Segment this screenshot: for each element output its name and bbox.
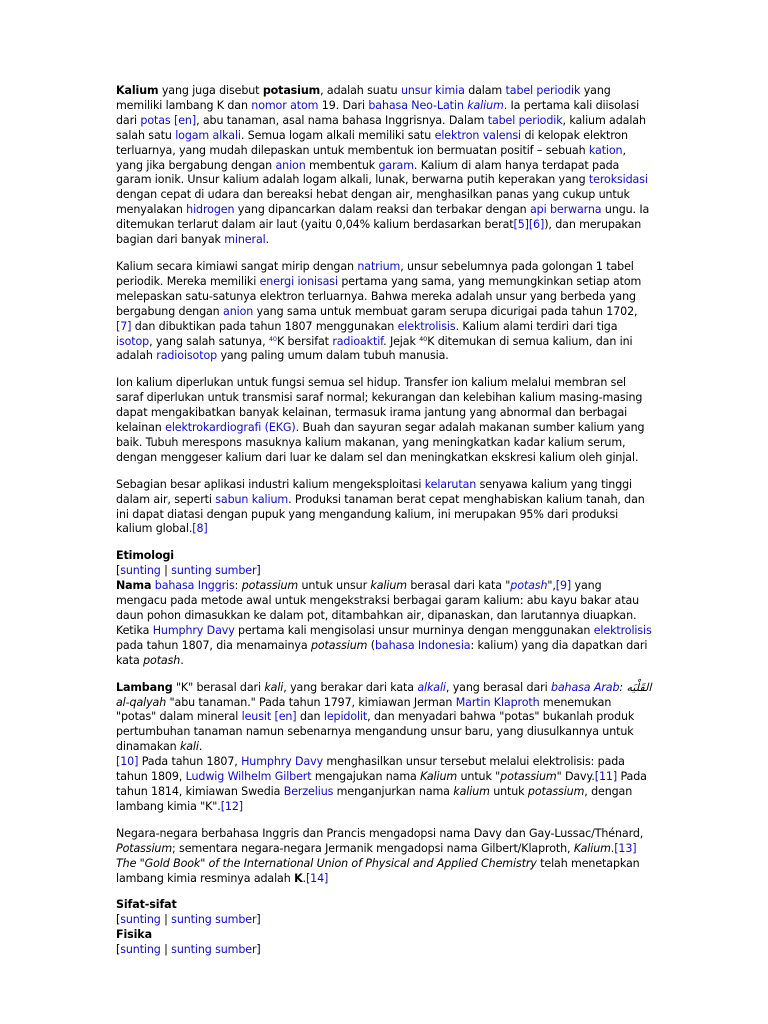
citation-12[interactable]: [12] <box>220 799 243 813</box>
link-bahasa-inggris[interactable]: bahasa Inggris <box>154 579 235 593</box>
link-isotop[interactable]: isotop <box>116 334 150 348</box>
link-humphry-davy-2[interactable]: Humphry Davy <box>241 755 324 769</box>
citation-11[interactable]: [11] <box>594 770 618 784</box>
edit-link[interactable]: sunting <box>120 913 161 927</box>
link-potas[interactable]: potas <box>140 113 171 127</box>
link-natrium[interactable]: natrium <box>357 259 401 273</box>
article-body <box>116 84 652 958</box>
heading-sifat-sifat: Sifat-sifat <box>116 898 177 912</box>
arabic-word: القَلْيَه <box>626 680 652 694</box>
heading-fisika: Fisika <box>116 928 152 942</box>
link-energi-ionisasi[interactable]: energi ionisasi <box>259 274 338 288</box>
paragraph-biology: Ion kalium diperlukan untuk fungsi semua sel hidup. Transfer ion kalium melalui membran sel saraf diperlukan untuk transmisi saraf normal; kekurangan dan kelebihan kalium masing-masing dapat mengakibatkan banyak kelainan, termasuk irama jantung yang abnormal dan berbagai kelainan elektrokardiografi (EKG). Buah dan sayuran segar adalah makanan sumber kalium yang baik. Tubuh merespons masuknya kalium makanan, yang meningkatkan kadar kalium serum, dengan menggeser kalium dari luar ke dalam sel dan meningkatkan ekskresi kalium oleh ginjal. <box>116 376 645 464</box>
link-hidrogen[interactable]: hidrogen <box>186 203 235 217</box>
link-radioisotop[interactable]: radioisotop <box>156 349 218 363</box>
link-alkali[interactable]: alkali <box>417 680 446 694</box>
link-potash[interactable]: potash <box>510 579 548 593</box>
citation-13[interactable]: [13] <box>614 841 637 855</box>
link-martin-klaproth[interactable]: Martin Klaproth <box>455 695 540 709</box>
term-potasium: potasium <box>262 84 321 97</box>
paragraph-etimologi-lambang: Lambang "K" berasal dari kali, yang berakar dari kata alkali, yang berasal dari bahasa Arab: القَلْيَه al-qalyah "abu tanaman." Pada tahun 1797, kimiawan Jerman Martin Klaproth menemukan "potas" dalam mineral leusit [en] dan lepidolit, dan menyadari bahwa "potas" bukanlah produk pertumbuhan tanaman namun sebenarnya mengandung unsur baru, yang diusulkannya untuk dinamakan kali. [10] Pada tahun 1807, Humphry Davy menghasilkan unsur tersebut melalui elektrolisis: pada tahun 1809, Ludwig Wilhelm Gilbert mengajukan nama Kalium untuk "potassium" Davy.[11] Pada tahun 1814, kimiawan Swedia Berzelius menganjurkan nama kalium untuk potassium, dengan lambang kimia "K".[12] <box>116 680 652 813</box>
edit-source-link[interactable]: sunting sumber <box>171 564 257 578</box>
citation-14[interactable]: [14] <box>305 871 329 885</box>
link-garam[interactable]: garam <box>378 158 414 172</box>
link-tabel-periodik[interactable]: tabel periodik <box>505 84 581 97</box>
heading-etimologi: Etimologi <box>116 549 174 563</box>
link-leusit[interactable]: leusit <box>241 710 272 724</box>
citation-5-6[interactable]: [5][6] <box>513 218 545 232</box>
link-elektrokardiografi[interactable]: elektrokardiografi (EKG) <box>165 421 296 435</box>
superscript-40[interactable]: 40 <box>268 334 277 343</box>
edit-links-fisika: [sunting | sunting sumber] <box>116 943 261 957</box>
link-elektrolisis-2[interactable]: elektrolisis <box>593 623 652 637</box>
term-kalium: Kalium <box>116 84 159 97</box>
link-kation[interactable]: kation <box>588 143 623 157</box>
link-bahasa-indonesia[interactable]: bahasa Indonesia <box>374 638 471 652</box>
link-leusit-en[interactable]: [en] <box>274 710 297 724</box>
edit-links-etimologi: [sunting | sunting sumber] <box>116 564 261 578</box>
link-mineral[interactable]: mineral <box>224 233 266 247</box>
paragraph-etimologi-nama: Nama bahasa Inggris: potassium untuk unsur kalium berasal dari kata "potash",[9] yang mengacu pada metode awal untuk mengekstraksi berbagai garam kalium: abu kayu bakar atau daun pohon dimasukkan ke dalam pot, ditambahkan air, dipanaskan, dan larutannya diuapkan. Ketika Humphry Davy pertama kali mengisolasi unsur murninya dengan menggunakan elektrolisis pada tahun 1807, dia menamainya potassium (bahasa Indonesia: kalium) yang dia dapatkan dari kata potash. <box>116 579 652 667</box>
link-anion-2[interactable]: anion <box>223 304 254 318</box>
link-humphry-davy[interactable]: Humphry Davy <box>152 623 235 637</box>
paragraph-industry: Sebagian besar aplikasi industri kalium mengeksploitasi kelarutan senyawa kalium yang tinggi dalam air, seperti sabun kalium. Produksi tanaman berat cepat menghabiskan kalium tanah, dan ini dapat diatasi dengan pupuk yang mengandung kalium, ini merupakan 95% dari produksi kalium global.[8] <box>116 477 645 536</box>
paragraph-etimologi-negara: Negara-negara berbahasa Inggris dan Prancis mengadopsi nama Davy dan Gay-Lussac/Thénard, Potassium; sementara negara-negara Jermanik mengadopsi nama Gilbert/Klaproth, Kalium.[13] The "Gold Book" of the International Union of Physical and Applied Chemistry telah menetapkan lambang kimia resminya adalah K.[14] <box>116 826 644 885</box>
link-bahasa-neo-latin[interactable]: bahasa Neo-Latin <box>368 98 464 112</box>
link-lepidolit[interactable]: lepidolit <box>323 710 368 724</box>
citation-9[interactable]: [9] <box>555 579 572 593</box>
link-unsur-kimia[interactable]: unsur kimia <box>400 84 465 97</box>
edit-source-link[interactable]: sunting sumber <box>171 913 257 927</box>
link-logam-alkali[interactable]: logam alkali <box>175 128 241 142</box>
link-elektrolisis[interactable]: elektrolisis <box>397 319 456 333</box>
link-bahasa-arab[interactable]: bahasa Arab <box>550 680 620 694</box>
link-kelarutan[interactable]: kelarutan <box>424 477 477 491</box>
edit-link[interactable]: sunting <box>120 943 161 957</box>
citation-10[interactable]: [10] <box>116 755 139 769</box>
edit-links-sifat: [sunting | sunting sumber] <box>116 913 261 927</box>
edit-link[interactable]: sunting <box>120 564 161 578</box>
link-nomor-atom[interactable]: nomor atom <box>251 98 319 112</box>
citation-7[interactable]: [7] <box>116 319 132 333</box>
link-anion[interactable]: anion <box>275 158 306 172</box>
link-ludwig-wilhelm-gilbert[interactable]: Ludwig Wilhelm Gilbert <box>185 770 312 784</box>
link-kalium[interactable]: kalium <box>467 98 504 112</box>
edit-source-link[interactable]: sunting sumber <box>171 943 257 957</box>
link-api-berwarna[interactable]: api berwarna <box>529 203 602 217</box>
link-berzelius[interactable]: Berzelius <box>283 784 334 798</box>
link-potas-en[interactable]: [en] <box>174 113 197 127</box>
paragraph-chemistry: Kalium secara kimiawi sangat mirip dengan natrium, unsur sebelumnya pada golongan 1 tabel periodik. Mereka memiliki energi ionisasi pertama yang sama, yang memungkinkan setiap atom melepaskan satu-satunya elektron terluarnya. Bahwa mereka adalah unsur yang berbeda yang bergabung dengan anion yang sama untuk membuat garam serupa dicurigai pada tahun 1702,[7] dan dibuktikan pada tahun 1807 menggunakan elektrolisis. Kalium alami terdiri dari tiga isotop, yang salah satunya, $^{40}$K bersifat radioaktif. Jejak $^{40}$K ditemukan di semua kalium, dan ini adalah radioisotop yang paling umum dalam tubuh manusia. <box>116 259 642 363</box>
link-teroksidasi[interactable]: teroksidasi <box>588 173 648 187</box>
superscript-40-2: 40 <box>419 334 428 343</box>
link-sabun-kalium[interactable]: sabun kalium <box>215 492 289 506</box>
link-elektron-valensi[interactable]: elektron valensi <box>434 128 522 142</box>
link-radioaktif[interactable]: radioaktif <box>332 334 384 348</box>
citation-8[interactable]: [8] <box>192 522 208 536</box>
link-tabel-periodik-2[interactable]: tabel periodik <box>487 113 563 127</box>
paragraph-intro: Kalium yang juga disebut potasium, adalah suatu unsur kimia dalam tabel periodik yang memiliki lambang K dan nomor atom 19. Dari bahasa Neo-Latin kalium. Ia pertama kali diisolasi dari potas [en], abu tanaman, asal nama bahasa Inggrisnya. Dalam tabel periodik, kalium adalah salah satu logam alkali. Semua logam alkali memiliki satu elektron valensi di kelopak elektron terluarnya, yang mudah dilepaskan untuk membentuk ion bermuatan positif – sebuah kation, yang jika bergabung dengan anion membentuk garam. Kalium di alam hanya terdapat pada garam ionik. Unsur kalium adalah logam alkali, lunak, berwarna putih keperakan yang teroksidasi dengan cepat di udara dan bereaksi hebat dengan air, menghasilkan panas yang cukup untuk menyalakan hidrogen yang dipancarkan dalam reaksi dan terbakar dengan api berwarna ungu. Ia ditemukan terlarut dalam air laut (yaitu 0,04% kalium berdasarkan berat[5][6]), dan merupakan bagian dari banyak mineral. <box>116 84 650 247</box>
